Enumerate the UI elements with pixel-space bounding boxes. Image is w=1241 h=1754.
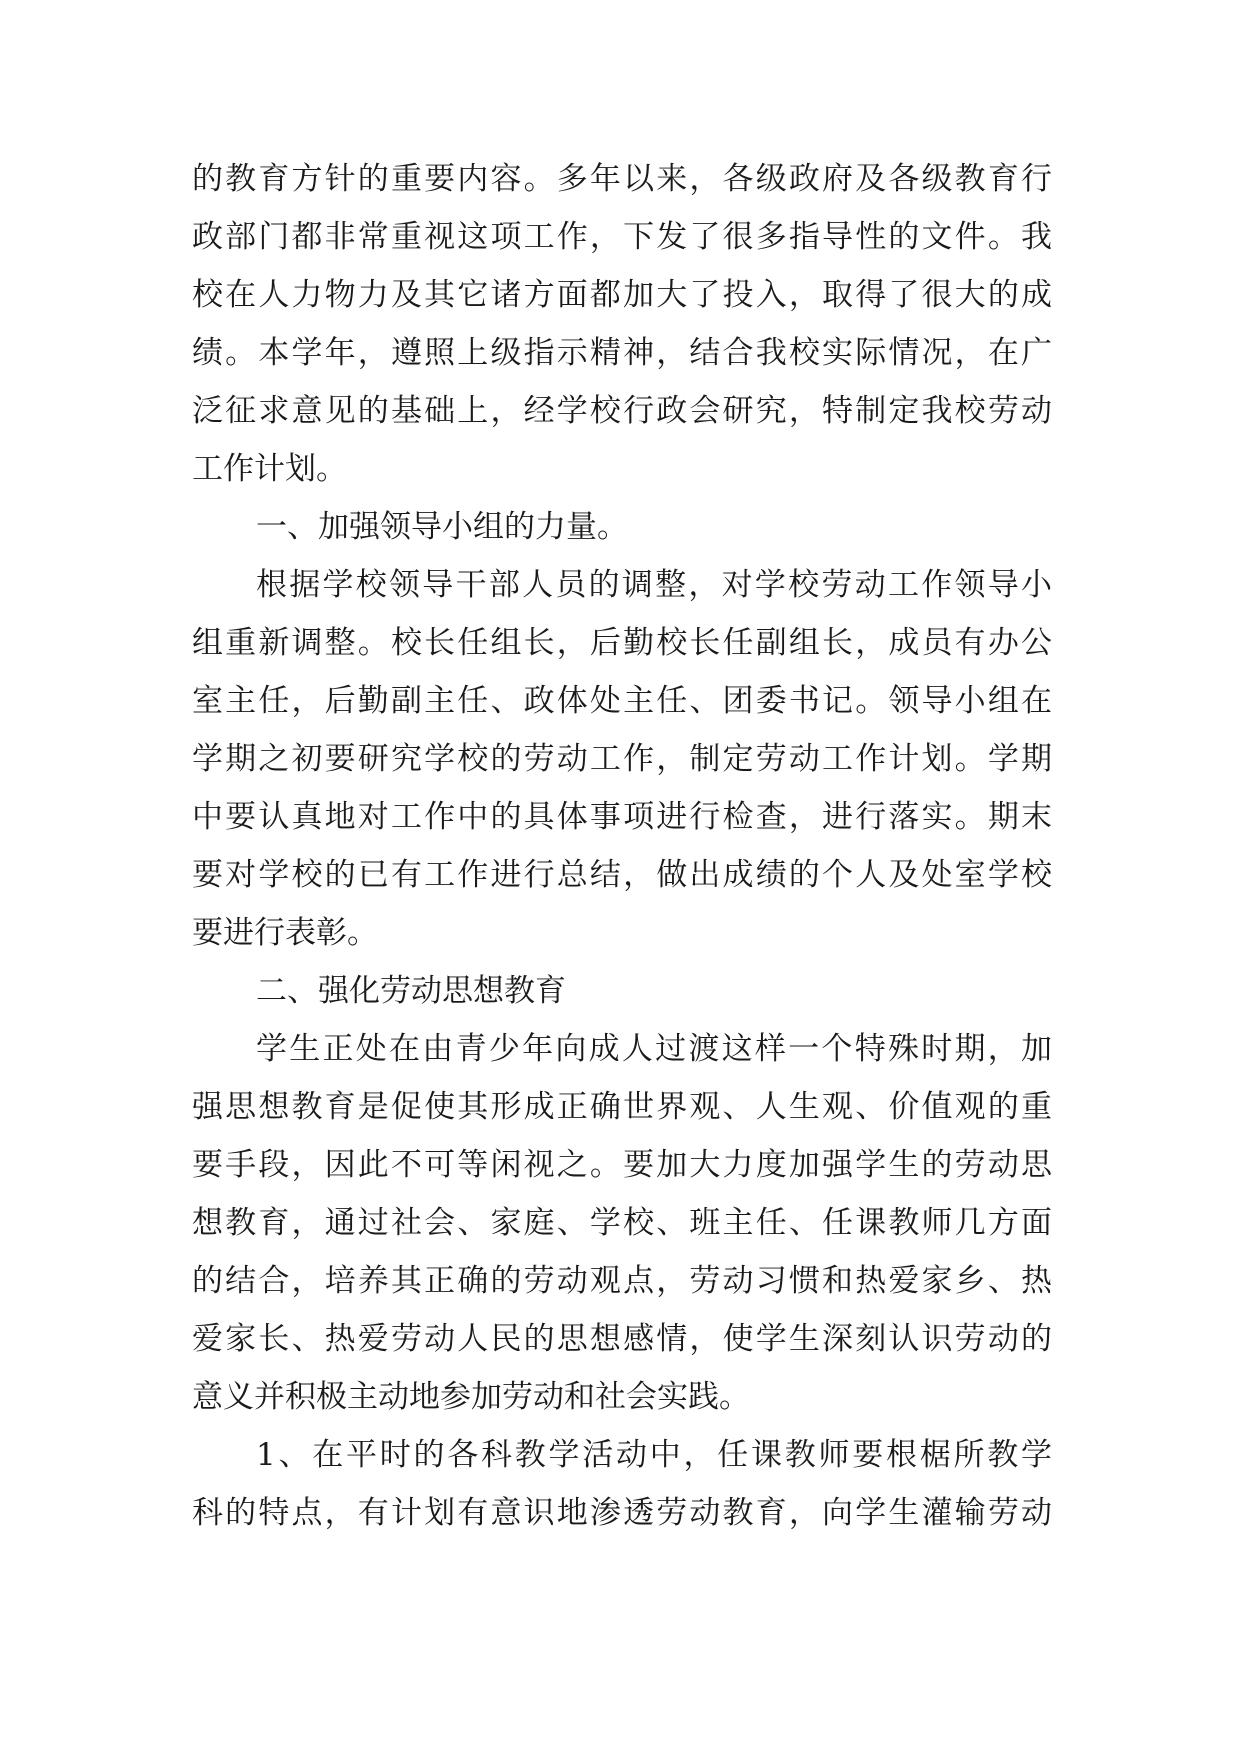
p3-line-3: 要手段，因此不可等闲视之。要加大力度加强学生的劳动思 xyxy=(192,1147,1052,1183)
p3-line-7: 意义并积极主动地参加劳动和社会实践。 xyxy=(192,1379,750,1415)
section-heading-2: 二、强化劳动思想教育 xyxy=(256,973,566,1009)
p1-line-2: 政部门都非常重视这项工作，下发了很多指导性的文件。我 xyxy=(192,219,1052,255)
p3-line-1: 学生正处在由青少年向成人过渡这样一个特殊时期，加 xyxy=(256,1031,1052,1067)
p2-line-2: 组重新调整。校长任组长，后勤校长任副组长，成员有办公 xyxy=(192,625,1052,661)
p1-line-3: 校在人力物力及其它诸方面都加大了投入，取得了很大的成 xyxy=(192,277,1052,313)
p2-line-7: 要进行表彰。 xyxy=(192,915,378,951)
p1-line-6: 工作计划。 xyxy=(192,451,347,487)
p2-line-1: 根据学校领导干部人员的调整，对学校劳动工作领导小 xyxy=(256,567,1052,603)
p1-line-5: 泛征求意见的基础上，经学校行政会研究，特制定我校劳动 xyxy=(192,393,1052,429)
p2-line-3: 室主任，后勤副主任、政体处主任、团委书记。领导小组在 xyxy=(192,683,1052,719)
p1-line-4: 绩。本学年，遵照上级指示精神，结合我校实际情况，在广 xyxy=(192,335,1052,371)
p3-line-5: 的结合，培养其正确的劳动观点，劳动习惯和热爱家乡、热 xyxy=(192,1263,1052,1299)
p4-line-1: 1、在平时的各科教学活动中，任课教师要根椐所教学 xyxy=(256,1437,1052,1473)
p2-line-6: 要对学校的已有工作进行总结，做出成绩的个人及处室学校 xyxy=(192,857,1052,893)
p2-line-4: 学期之初要研究学校的劳动工作，制定劳动工作计划。学期 xyxy=(192,741,1052,777)
p3-line-2: 强思想教育是促使其形成正确世界观、人生观、价值观的重 xyxy=(192,1089,1052,1125)
p3-line-6: 爱家长、热爱劳动人民的思想感情，使学生深刻认识劳动的 xyxy=(192,1321,1052,1357)
p1-line-1: 的教育方针的重要内容。多年以来，各级政府及各级教育行 xyxy=(192,161,1052,197)
p4-line-2: 科的特点，有计划有意识地渗透劳动教育，向学生灌输劳动 xyxy=(192,1495,1052,1531)
section-heading-1: 一、加强领导小组的力量。 xyxy=(256,509,628,545)
p3-line-4: 想教育，通过社会、家庭、学校、班主任、任课教师几方面 xyxy=(192,1205,1052,1241)
p2-line-5: 中要认真地对工作中的具体事项进行检查，进行落实。期末 xyxy=(192,799,1052,835)
